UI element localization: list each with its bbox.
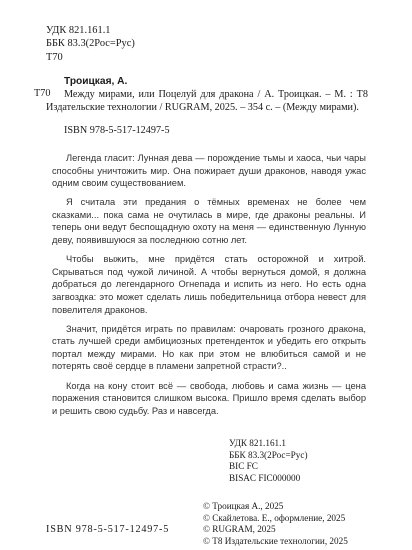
- annotation: [52, 152, 366, 424]
- annotation-paragraph: Когда на кону стоит всё — свобода, любовь и сама жизнь — цена поражения становится слишком высока. Пришло время сделать выбор и решить свою судьбу. Раз и навсегда.: [52, 380, 366, 416]
- copyright-line: © RUGRAM, 2025: [203, 524, 276, 535]
- record-isbn: ISBN 978-5-517-12497-5: [64, 125, 170, 137]
- bisac-code: BISAC FIC000000: [229, 472, 301, 483]
- record-author: Троицкая, А.: [64, 76, 128, 87]
- annotation-paragraph: Чтобы выжить, мне придётся стать осторожной и хитрой. Скрываться под чужой личиной. А чтобы вернуться домой, я должна добраться до легендарного Огнепада и испить из него. Но есть одна загвоздка: это может сделать лишь победительница отбора невест для повелителя драконов.: [52, 254, 366, 315]
- udk-code: УДК 821.161.1: [46, 25, 111, 36]
- classification-codes-top: [46, 24, 135, 64]
- author-index: Т70: [46, 51, 63, 63]
- copyright-block: [203, 501, 348, 547]
- bbk-code: ББК 83.3(2Рос=Рус): [229, 449, 308, 460]
- record-author-index: Т70: [34, 88, 51, 99]
- bic-code: BIC FC: [229, 461, 258, 471]
- copyright-line: © Скайлетова. Е., оформление, 2025: [203, 512, 346, 523]
- copyright-line: © Т8 Издательские технологии, 2025: [203, 535, 348, 546]
- copyright-line: © Троицкая А., 2025: [203, 501, 284, 511]
- classification-codes-bottom: [229, 438, 308, 484]
- bbk-code: ББК 83.3(2Рос=Рус): [46, 38, 135, 50]
- annotation-paragraph: Легенда гласит: Лунная дева — порождение тьмы и хаоса, чьи чары способны уничтожить мир. Она пожирает души драконов, наводя ужас одним своим существованием.: [52, 153, 366, 189]
- annotation-paragraph: Я считала эти предания о тёмных временах не более чем сказками... пока сама не очутилась в мире, где драконы реальны. И теперь они ведут беспощадную охоту на меня — единственную Лунную деву, появившуюся за последнюю сотню лет.: [52, 197, 366, 246]
- bibliographic-record: [34, 75, 368, 137]
- record-description: Между мирами, или Поцелуй для дракона / А. Троицкая. – М. : Т8 Издательские технологии / RUGRAM, 2025. – 354 с. – (Между мирами).: [46, 89, 368, 114]
- annotation-paragraph: Значит, придётся играть по правилам: очаровать грозного дракона, стать лучшей среди амбициозных претенденток и убедить его открыть портал между мирами. Но как при этом не влюбиться самой и не потерять своё сердце в пламени запретной страсти?..: [52, 323, 366, 372]
- udk-code: УДК 821.161.1: [229, 438, 287, 448]
- isbn-bottom: ISBN 978-5-517-12497-5: [46, 524, 170, 535]
